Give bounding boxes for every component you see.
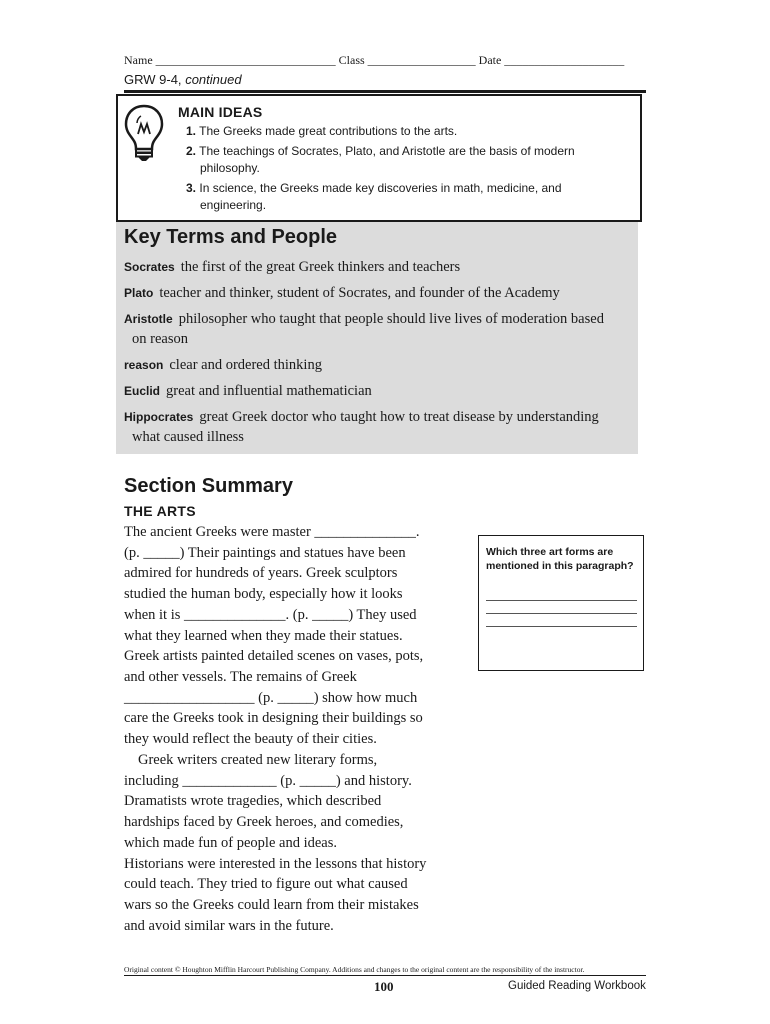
the-arts-heading: THE ARTS <box>124 503 196 519</box>
key-terms-title: Key Terms and People <box>124 226 338 248</box>
footer-rule <box>124 975 646 976</box>
key-term: Aristotle <box>124 312 173 326</box>
key-term: Euclid <box>124 384 161 398</box>
key-term-row <box>124 355 634 375</box>
answer-line[interactable] <box>486 626 637 627</box>
paragraph-line: what they learned when they made their statues. <box>124 627 403 644</box>
main-idea-text: The teachings of Socrates, Plato, and Aristotle are the basis of modern philosophy. <box>199 144 575 175</box>
main-idea-number: 3. <box>186 181 197 195</box>
key-term-definition: great and influential mathematician <box>166 383 372 399</box>
paragraph-line: Historians were interested in the lessons that history <box>124 855 427 872</box>
main-idea-number: 2. <box>186 144 197 158</box>
paragraph-line: The ancient Greeks were master ______________. <box>124 524 420 540</box>
key-term-row <box>124 407 634 447</box>
summary-paragraph-1 <box>124 522 454 750</box>
copyright-notice: Original content © Houghton Mifflin Harcourt Publishing Company. Additions and changes to the original content are the responsibility of the instructor. <box>124 965 585 974</box>
name-class-date-line: Name ______________________________ Class __________________ Date ____________________ <box>124 53 625 67</box>
key-term-definition: clear and ordered thinking <box>169 357 322 373</box>
question-text: Which three art forms are mentioned in this paragraph? <box>486 546 634 572</box>
key-term-definition: teacher and thinker, student of Socrates, and founder of the Academy <box>159 285 560 301</box>
key-term-definition-continued: what caused illness <box>132 429 244 445</box>
section-reference <box>124 72 242 87</box>
paragraph-line: (p. _____) Their paintings and statues have been <box>124 544 406 561</box>
paragraph-line: could teach. They tried to figure out what caused <box>124 876 408 893</box>
paragraph-line: when it is ______________. (p. _____) They used <box>124 606 417 623</box>
section-ref-label: GRW 9-4, <box>124 72 182 87</box>
paragraph-line: Greek artists painted detailed scenes on vases, pots, <box>124 648 424 665</box>
key-term: reason <box>124 358 164 372</box>
paragraph-line: which made fun of people and ideas. <box>124 834 337 851</box>
paragraph-line: Dramatists wrote tragedies, which described <box>124 793 382 810</box>
paragraph-line: and other vessels. The remains of Greek <box>124 668 357 685</box>
main-idea-item <box>186 180 620 214</box>
key-term-row <box>124 381 634 401</box>
continued-label: continued <box>185 72 242 87</box>
key-term: Plato <box>124 286 154 300</box>
workbook-title: Guided Reading Workbook <box>508 980 646 992</box>
main-ideas-title: MAIN IDEAS <box>178 104 263 120</box>
main-idea-item <box>186 123 620 140</box>
key-term-definition: the first of the great Greek thinkers and teachers <box>180 259 461 275</box>
paragraph-line: hardships faced by Greek heroes, and comedies, <box>124 814 404 831</box>
key-term: Socrates <box>124 260 175 274</box>
answer-line[interactable] <box>486 613 637 614</box>
main-idea-number: 1. <box>186 124 197 138</box>
paragraph-line: studied the human body, especially how it looks <box>124 586 403 603</box>
answer-line[interactable] <box>486 600 637 601</box>
main-idea-item <box>186 143 620 177</box>
key-term-definition-continued: on reason <box>132 331 188 347</box>
paragraph-line: and avoid similar wars in the future. <box>124 917 334 934</box>
key-term-definition: philosopher who taught that people should live lives of moderation based <box>178 311 604 327</box>
key-term-definition: great Greek doctor who taught how to treat disease by understanding <box>199 409 599 425</box>
main-idea-text: In science, the Greeks made key discoveries in math, medicine, and engineering. <box>199 181 562 212</box>
key-term-row <box>124 283 634 303</box>
section-summary-title: Section Summary <box>124 475 293 497</box>
paragraph-line: Greek writers created new literary forms, <box>138 752 378 768</box>
key-term: Hippocrates <box>124 410 194 424</box>
main-idea-text: The Greeks made great contributions to the arts. <box>199 124 458 138</box>
summary-paragraph-2 <box>124 750 454 936</box>
paragraph-line: wars so the Greeks could learn from their mistakes <box>124 896 419 913</box>
paragraph-line: they would reflect the beauty of their cities. <box>124 731 377 748</box>
paragraph-line: care the Greeks took in designing their buildings so <box>124 710 423 727</box>
page-number: 100 <box>374 979 394 994</box>
paragraph-line: __________________ (p. _____) show how much <box>124 689 418 706</box>
key-term-row <box>124 309 634 349</box>
paragraph-line: admired for hundreds of years. Greek sculptors <box>124 565 398 582</box>
lightbulb-icon <box>121 102 167 164</box>
header-rule <box>124 90 646 93</box>
paragraph-line: including _____________ (p. _____) and history. <box>124 772 412 789</box>
key-term-row <box>124 257 634 277</box>
